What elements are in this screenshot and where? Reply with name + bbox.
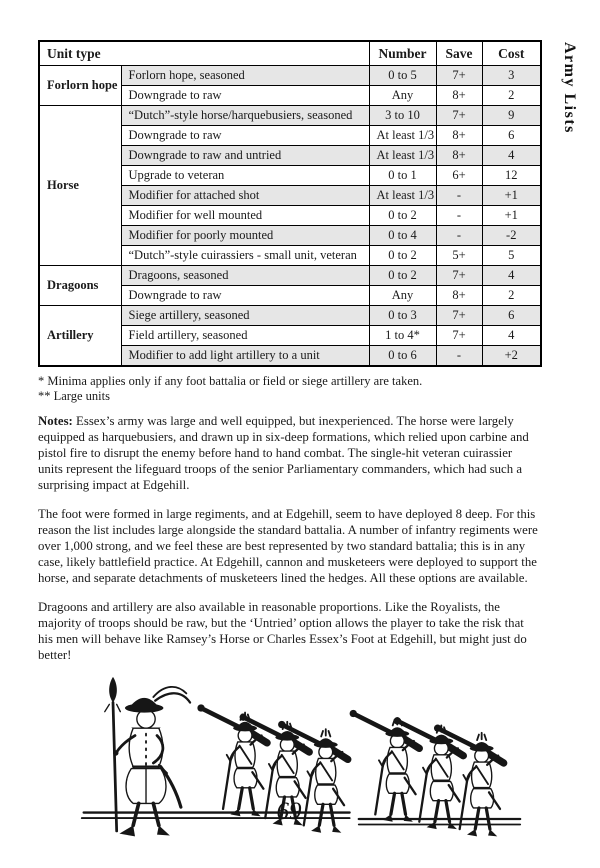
row-desc-cell: Field artillery, seasoned: [121, 326, 369, 346]
dragoons-paragraph: Dragoons and artillery are also available in reasonable proportions. Like the Royalists, the majority of troops should be raw, but the ‘Untried’ option allows the player to take the risk that his men will behave like Ramsey’s Horse or Charles Essex’s Foot at Edgehill, but might just do better!: [38, 599, 527, 662]
row-save-cell: 7+: [436, 326, 482, 346]
row-save-cell: 8+: [436, 126, 482, 146]
row-save-cell: 7+: [436, 66, 482, 86]
row-save-cell: 7+: [436, 106, 482, 126]
army-list-table: [38, 40, 542, 367]
group-label-dragoons: Dragoons: [39, 266, 121, 306]
row-desc-cell: Downgrade to raw: [121, 126, 369, 146]
row-desc-cell: Forlorn hope, seasoned: [121, 66, 369, 86]
notes-text: Essex’s army was large and well equipped, but inexperienced. The horse were largely equipped as harquebusiers, and drawn up in six-deep formations, which relied upon carbine and pistol fire to disrupt the enemy before hand to hand combat. The single-hit veteran cuirassier units represent the lifeguard troops of the senior Parliamentary commanders, which had such a surprising impact at Edgehill.: [38, 414, 529, 492]
row-cost-cell: 2: [482, 286, 541, 306]
group-label-artillery: Artillery: [39, 306, 121, 367]
row-number-cell: Any: [369, 286, 436, 306]
group-label-forlorn-hope: Forlorn hope: [39, 66, 121, 106]
footnote-large-units: ** Large units: [38, 389, 110, 403]
table-row: [39, 266, 541, 286]
row-cost-cell: 4: [482, 146, 541, 166]
row-desc-cell: Downgrade to raw: [121, 286, 369, 306]
table-row: [39, 66, 541, 86]
row-cost-cell: 12: [482, 166, 541, 186]
header-unit-type: Unit type: [39, 41, 369, 66]
header-number: Number: [369, 41, 436, 66]
row-cost-cell: +2: [482, 346, 541, 367]
row-cost-cell: +1: [482, 186, 541, 206]
woodcut-musketeers-illustration: [62, 675, 540, 868]
foot-paragraph: The foot were formed in large regiments, and at Edgehill, seem to have deployed 8 deep. For this reason the list includes large alongside the standard battalia. A number of infantry regiments were over 1,000 strong, and we feel these are best represented by two standard battalia; this is in any case, likely battlefield practice. At Edgehill, cannon and musketeers were deployed to support the horse, and separate detachments of musketeers lined the hedges. All these options are available.: [38, 506, 538, 585]
row-number-cell: 0 to 4: [369, 226, 436, 246]
row-cost-cell: 2: [482, 86, 541, 106]
row-desc-cell: Modifier for well mounted: [121, 206, 369, 226]
row-desc-cell: “Dutch”-style horse/harquebusiers, seasoned: [121, 106, 369, 126]
table-footnotes: [38, 374, 540, 404]
row-save-cell: 5+: [436, 246, 482, 266]
header-cost: Cost: [482, 41, 541, 66]
row-number-cell: 3 to 10: [369, 106, 436, 126]
row-cost-cell: 9: [482, 106, 541, 126]
notes-label: Notes:: [38, 414, 73, 428]
row-desc-cell: Modifier for attached shot: [121, 186, 369, 206]
row-save-cell: -: [436, 346, 482, 367]
row-desc-cell: Modifier to add light artillery to a unit: [121, 346, 369, 367]
notes-paragraph: [38, 413, 540, 493]
header-save: Save: [436, 41, 482, 66]
row-save-cell: 8+: [436, 146, 482, 166]
table-row: [39, 306, 541, 326]
footnote-minima: * Minima applies only if any foot battalia or field or siege artillery are taken.: [38, 374, 423, 388]
row-number-cell: 0 to 2: [369, 246, 436, 266]
page-content: [38, 40, 540, 868]
row-save-cell: 7+: [436, 306, 482, 326]
row-desc-cell: Siege artillery, seasoned: [121, 306, 369, 326]
row-number-cell: 0 to 2: [369, 266, 436, 286]
table-row: [39, 106, 541, 126]
row-number-cell: At least 1/3: [369, 186, 436, 206]
row-cost-cell: 5: [482, 246, 541, 266]
row-desc-cell: Downgrade to raw and untried: [121, 146, 369, 166]
row-number-cell: Any: [369, 86, 436, 106]
row-number-cell: 0 to 6: [369, 346, 436, 367]
row-save-cell: 6+: [436, 166, 482, 186]
row-save-cell: -: [436, 186, 482, 206]
group-label-horse: Horse: [39, 106, 121, 266]
row-number-cell: 0 to 5: [369, 66, 436, 86]
row-desc-cell: Dragoons, seasoned: [121, 266, 369, 286]
row-cost-cell: 6: [482, 306, 541, 326]
row-number-cell: At least 1/3: [369, 146, 436, 166]
row-save-cell: 8+: [436, 86, 482, 106]
row-cost-cell: 3: [482, 66, 541, 86]
row-number-cell: 1 to 4*: [369, 326, 436, 346]
row-number-cell: 0 to 3: [369, 306, 436, 326]
woodcut-svg: [62, 675, 540, 863]
row-desc-cell: Upgrade to veteran: [121, 166, 369, 186]
table-header-row: [39, 41, 541, 66]
row-desc-cell: Modifier for poorly mounted: [121, 226, 369, 246]
chapter-sidebar-title: Army Lists: [561, 42, 578, 134]
row-desc-cell: “Dutch”-style cuirassiers - small unit, veteran: [121, 246, 369, 266]
row-save-cell: 7+: [436, 266, 482, 286]
row-cost-cell: +1: [482, 206, 541, 226]
row-save-cell: -: [436, 226, 482, 246]
row-save-cell: 8+: [436, 286, 482, 306]
row-number-cell: 0 to 2: [369, 206, 436, 226]
row-cost-cell: 4: [482, 266, 541, 286]
row-cost-cell: 4: [482, 326, 541, 346]
row-cost-cell: 6: [482, 126, 541, 146]
row-cost-cell: -2: [482, 226, 541, 246]
row-save-cell: -: [436, 206, 482, 226]
row-desc-cell: Downgrade to raw: [121, 86, 369, 106]
row-number-cell: At least 1/3: [369, 126, 436, 146]
row-number-cell: 0 to 1: [369, 166, 436, 186]
page-number: 69: [276, 798, 302, 825]
